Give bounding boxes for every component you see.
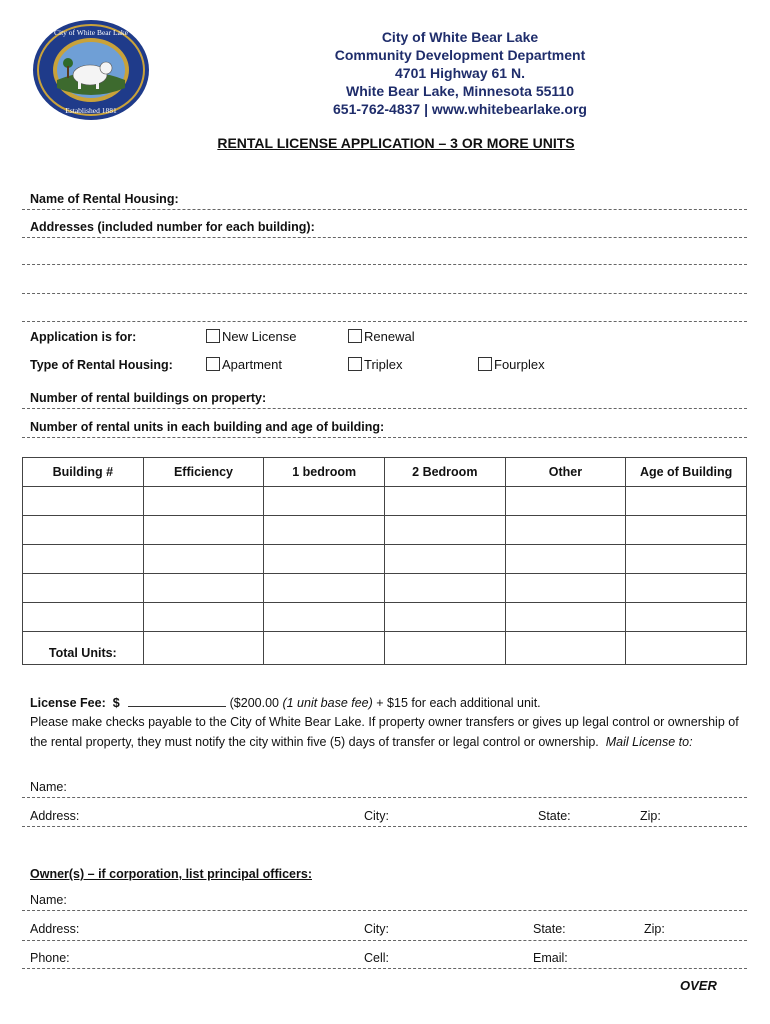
header-city-name: City of White Bear Lake (381, 29, 539, 45)
owner-city-label: City: (364, 922, 389, 936)
renewal-checkbox[interactable] (348, 329, 362, 343)
table-cell[interactable] (264, 632, 385, 665)
mail-state-label: State: (538, 809, 571, 823)
address-line-4[interactable] (22, 321, 747, 322)
owner-email-label: Email: (533, 951, 568, 965)
table-row (23, 545, 747, 574)
col-age-of-building: Age of Building (626, 458, 747, 487)
mail-zip-label: Zip: (640, 809, 661, 823)
col-1-bedroom: 1 bedroom (264, 458, 385, 487)
table-cell[interactable] (384, 516, 505, 545)
table-row (23, 516, 747, 545)
units-per-building-field[interactable] (22, 437, 747, 438)
table-cell[interactable] (143, 516, 264, 545)
owner-zip-label: Zip: (644, 922, 665, 936)
table-cell[interactable] (384, 574, 505, 603)
owner-address-field[interactable] (22, 940, 747, 941)
table-cell[interactable] (264, 603, 385, 632)
license-fee-label: License Fee: (30, 696, 106, 710)
table-cell[interactable] (264, 487, 385, 516)
table-cell[interactable] (384, 545, 505, 574)
table-cell[interactable] (143, 545, 264, 574)
table-cell[interactable] (23, 603, 144, 632)
svg-text:City of White Bear Lake: City of White Bear Lake (53, 28, 129, 37)
table-cell[interactable] (626, 487, 747, 516)
owner-phone-label: Phone: (30, 951, 70, 965)
header-phone-website: 651-762-4837 | www.whitebearlake.org (333, 101, 587, 117)
building-count-label: Number of rental buildings on property: (30, 391, 267, 405)
table-cell[interactable] (23, 545, 144, 574)
table-cell[interactable] (626, 545, 747, 574)
mail-address-field[interactable] (22, 826, 747, 827)
owner-name-label: Name: (30, 893, 67, 907)
apartment-label: Apartment (222, 357, 282, 372)
col-efficiency: Efficiency (143, 458, 264, 487)
dollar-sign: $ (112, 696, 120, 710)
building-count-field[interactable] (22, 408, 747, 409)
total-units-row (23, 632, 747, 665)
owner-cell-label: Cell: (364, 951, 390, 965)
table-cell[interactable] (505, 516, 626, 545)
addresses-label: Addresses (included number for each building): (30, 220, 315, 234)
city-seal-logo (30, 18, 152, 122)
mail-name-label: Name: (30, 780, 67, 794)
header-department: Community Development Department (334, 47, 586, 63)
mail-address-label: Address: (30, 809, 80, 823)
total-units-label: Total Units: (23, 632, 144, 665)
col-2-bedroom: 2 Bedroom (384, 458, 505, 487)
new-license-label: New License (222, 329, 297, 344)
table-cell[interactable] (626, 574, 747, 603)
svg-text:Established 1881: Established 1881 (65, 106, 117, 115)
table-cell[interactable] (505, 487, 626, 516)
fourplex-option[interactable] (478, 357, 545, 372)
fee-detail-a: ($200.00 (229, 696, 283, 710)
col-building-number: Building # (23, 458, 144, 487)
table-cell[interactable] (143, 632, 264, 665)
address-line-2[interactable] (22, 264, 747, 265)
new-license-option[interactable] (206, 329, 296, 344)
new-license-checkbox[interactable] (206, 329, 220, 343)
owner-state-label: State: (533, 922, 566, 936)
table-row (23, 574, 747, 603)
owner-address-label: Address: (30, 922, 80, 936)
over-indicator: OVER (680, 978, 717, 993)
rental-housing-name-label: Name of Rental Housing: (30, 192, 179, 206)
table-cell[interactable] (384, 603, 505, 632)
fourplex-checkbox[interactable] (478, 357, 492, 371)
table-cell[interactable] (626, 603, 747, 632)
table-cell[interactable] (143, 603, 264, 632)
table-cell[interactable] (143, 574, 264, 603)
table-cell[interactable] (505, 603, 626, 632)
table-cell[interactable] (384, 632, 505, 665)
mail-city-label: City: (364, 809, 389, 823)
housing-type-label: Type of Rental Housing: (30, 358, 173, 372)
units-table (22, 457, 747, 665)
table-cell[interactable] (626, 516, 747, 545)
license-fee-amount-field[interactable] (128, 694, 226, 707)
table-row (23, 487, 747, 516)
table-cell[interactable] (505, 632, 626, 665)
owner-phone-field[interactable] (22, 968, 747, 969)
table-cell[interactable] (626, 632, 747, 665)
renewal-option[interactable] (348, 329, 415, 344)
fee-detail-italic: (1 unit base fee) (282, 696, 373, 710)
address-line-1[interactable] (22, 237, 747, 238)
triplex-checkbox[interactable] (348, 357, 362, 371)
table-cell[interactable] (23, 516, 144, 545)
mail-license-to-label: Mail License to: (605, 734, 693, 749)
apartment-checkbox[interactable] (206, 357, 220, 371)
fee-detail-b: + $15 for each additional unit. (372, 696, 541, 710)
triplex-label: Triplex (364, 357, 403, 372)
table-cell[interactable] (384, 487, 505, 516)
payment-instructions (30, 713, 745, 752)
col-other: Other (505, 458, 626, 487)
table-cell[interactable] (23, 574, 144, 603)
page-title: RENTAL LICENSE APPLICATION – 3 OR MORE UNITS (217, 135, 575, 151)
address-line-3[interactable] (22, 293, 747, 294)
table-cell[interactable] (505, 545, 626, 574)
table-cell[interactable] (264, 516, 385, 545)
header-street: 4701 Highway 61 N. (395, 65, 525, 81)
table-cell[interactable] (23, 487, 144, 516)
triplex-option[interactable] (348, 357, 403, 372)
table-header-row (23, 458, 747, 487)
owner-name-field[interactable] (22, 910, 747, 911)
renewal-label: Renewal (364, 329, 415, 344)
owner-heading: Owner(s) – if corporation, list principal officers: (30, 867, 312, 881)
table-cell[interactable] (264, 545, 385, 574)
apartment-option[interactable] (206, 357, 282, 372)
application-type-label: Application is for: (30, 330, 137, 344)
units-per-building-label: Number of rental units in each building and age of building: (30, 420, 385, 434)
payment-instructions-text: Please make checks payable to the City of White Bear Lake. If property owner transfers or gives up legal control or ownership of the rental property, they must notify the city within five (5) days of transfer or legal control or ownership. (30, 715, 739, 749)
table-cell[interactable] (264, 574, 385, 603)
table-cell[interactable] (505, 574, 626, 603)
license-fee-line (30, 694, 541, 710)
mail-name-field[interactable] (22, 797, 747, 798)
header-city-state-zip: White Bear Lake, Minnesota 55110 (346, 83, 574, 99)
table-cell[interactable] (143, 487, 264, 516)
table-row (23, 603, 747, 632)
rental-housing-name-field[interactable] (22, 209, 747, 210)
fourplex-label: Fourplex (494, 357, 545, 372)
